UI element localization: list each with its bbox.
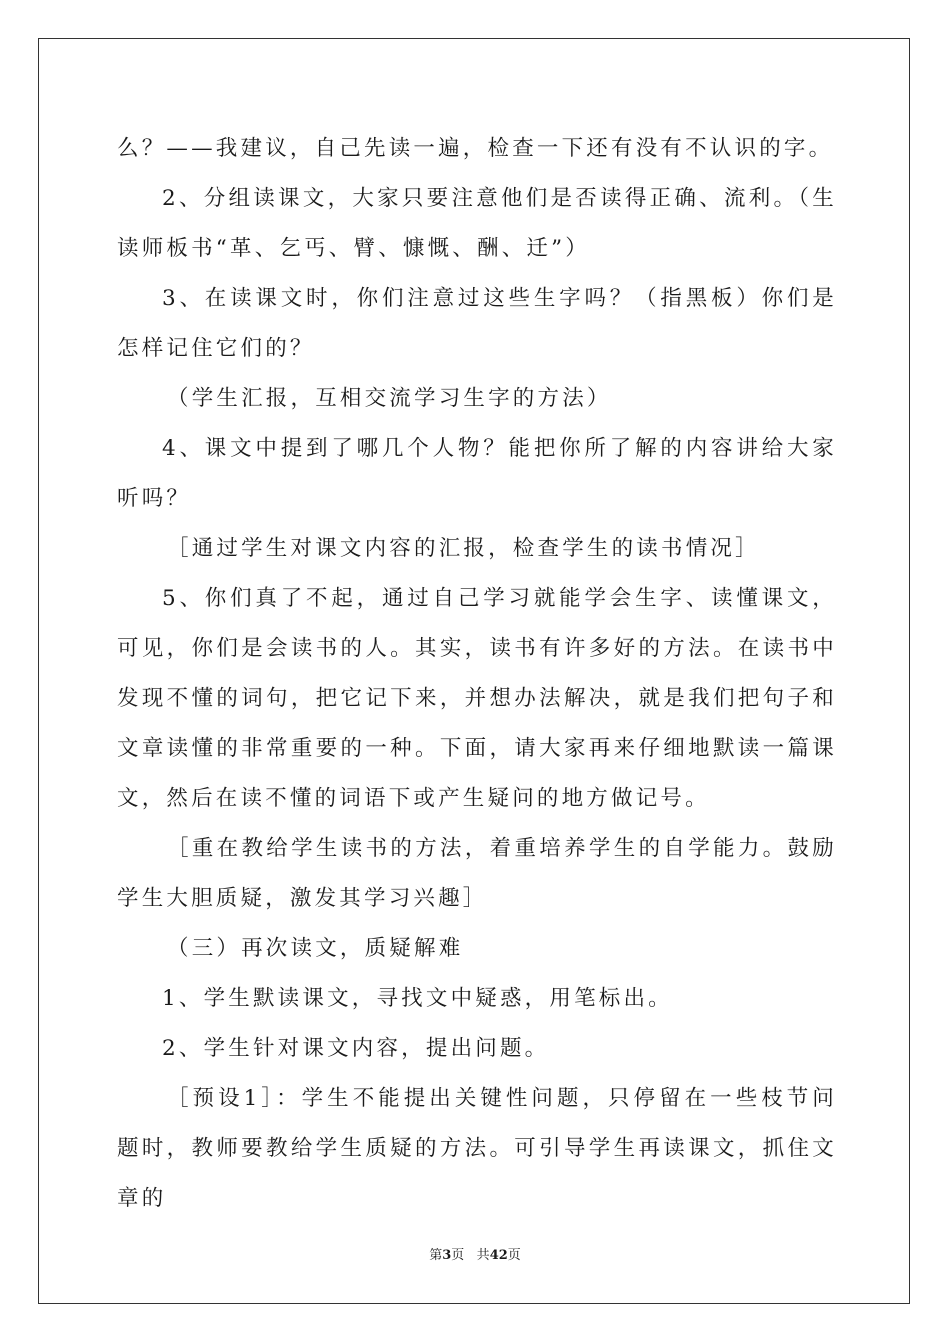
paragraph: 么？——我建议，自己先读一遍，检查一下还有没有不认识的字。 [117,136,834,161]
footer-prefix: 第 [429,1248,443,1263]
paragraph: ［预设1］：学生不能提出关键性问题，只停留在一些枝节问题时，教师要教给学生质疑的方法。可引导学生再读课文，抓住文章的 [117,1086,837,1211]
paragraph: ［通过学生对课文内容的汇报，检查学生的读书情况］ [167,536,760,561]
paragraph: 4、课文中提到了哪几个人物？能把你所了解的内容讲给大家听吗？ [117,436,837,511]
footer-page-suffix: 页 [451,1248,465,1263]
document-body [117,124,837,1224]
paragraph: 1、学生默读课文，寻找文中疑惑，用笔标出。 [162,986,673,1011]
paragraph: 2、学生针对课文内容，提出问题。 [162,1036,550,1061]
paragraph: （学生汇报，互相交流学习生字的方法） [167,386,612,411]
footer-total-suffix: 页 [507,1248,521,1263]
total-pages: 42 [489,1248,508,1263]
page-footer [0,1244,950,1263]
footer-total-prefix: 共 [476,1248,490,1263]
paragraph: 3、在读课文时，你们注意过这些生字吗？（指黑板）你们是怎样记住它们的？ [117,286,837,361]
paragraph: 5、你们真了不起，通过自己学习就能学会生字、读懂课文，可见，你们是会读书的人。其实，读书有许多好的方法。在读书中发现不懂的词句，把它记下来，并想办法解决，就是我们把句子和文章读懂的非常重要的一种。下面，请大家再来仔细地默读一篇课文，然后在读不懂的词语下或产生疑问的地方做记号。 [117,586,837,811]
paragraph: ［重在教给学生读书的方法，着重培养学生的自学能力。鼓励学生大胆质疑，激发其学习兴趣］ [117,836,837,911]
section-heading: （三）再次读文，质疑解难 [167,936,464,961]
paragraph: 2、分组读课文，大家只要注意他们是否读得正确、流利。（生读师板书“革、乞丐、臂、慷慨、酬、迁”） [117,186,837,261]
page-number: 3 [442,1248,452,1263]
